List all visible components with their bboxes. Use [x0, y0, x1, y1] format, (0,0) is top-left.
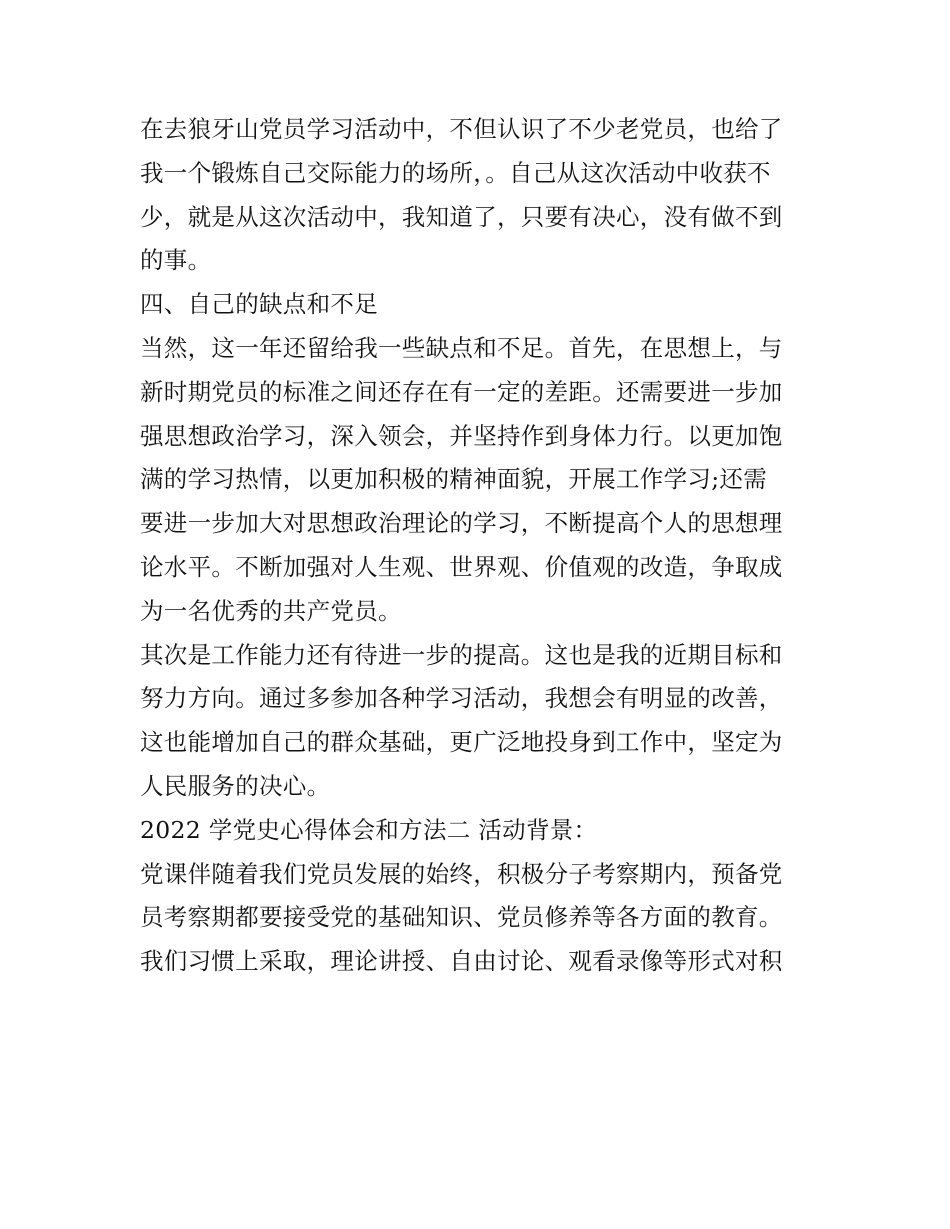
- text-line: 为一名优秀的共产党员。: [140, 596, 402, 625]
- text-line: 在去狼牙山党员学习活动中，不但认识了不少老党员，也给了: [140, 115, 783, 143]
- text-line: 的事。: [140, 246, 212, 275]
- text-line: 员考察期都要接受党的基础知识、党员修养等各方面的教育。: [140, 903, 783, 932]
- text-line: 当然，这一年还留给我一些缺点和不足。首先，在思想上，与: [140, 333, 783, 362]
- text-line: 要进一步加大对思想政治理论的学习，不断提高个人的思想理: [140, 509, 783, 538]
- text-line: 强思想政治学习，深入领会，并坚持作到身体力行。以更加饱: [140, 421, 783, 450]
- text-line: 少，就是从这次活动中，我知道了，只要有决心，没有做不到: [140, 202, 783, 231]
- text-line: 其次是工作能力还有待进一步的提高。这也是我的近期目标和: [140, 640, 783, 669]
- text-line: 我们习惯上采取，理论讲授、自由讨论、观看录像等形式对积: [140, 947, 783, 976]
- text-line: 努力方向。通过多参加各种学习活动，我想会有明显的改善，: [140, 684, 783, 713]
- text-line: 满的学习热情，以更加积极的精神面貌，开展工作学习;还需: [140, 465, 768, 494]
- text-line: 论水平。不断加强对人生观、世界观、价值观的改造，争取成: [140, 552, 783, 581]
- text-line: 这也能增加自己的群众基础，更广泛地投身到工作中，坚定为: [140, 728, 783, 757]
- text-line: 新时期党员的标准之间还存在有一定的差距。还需要进一步加: [140, 377, 783, 406]
- text-line: 党课伴随着我们党员发展的始终，积极分子考察期内，预备党: [140, 859, 783, 888]
- section-heading: 2022 学党史心得体会和方法二 活动背景：: [140, 815, 598, 844]
- document-body: [140, 108, 820, 984]
- text-line: 人民服务的决心。: [140, 771, 331, 800]
- text-line: 我一个锻炼自己交际能力的场所，。自己从这次活动中收获不: [140, 158, 771, 187]
- section-heading: 四、自己的缺点和不足: [140, 290, 378, 319]
